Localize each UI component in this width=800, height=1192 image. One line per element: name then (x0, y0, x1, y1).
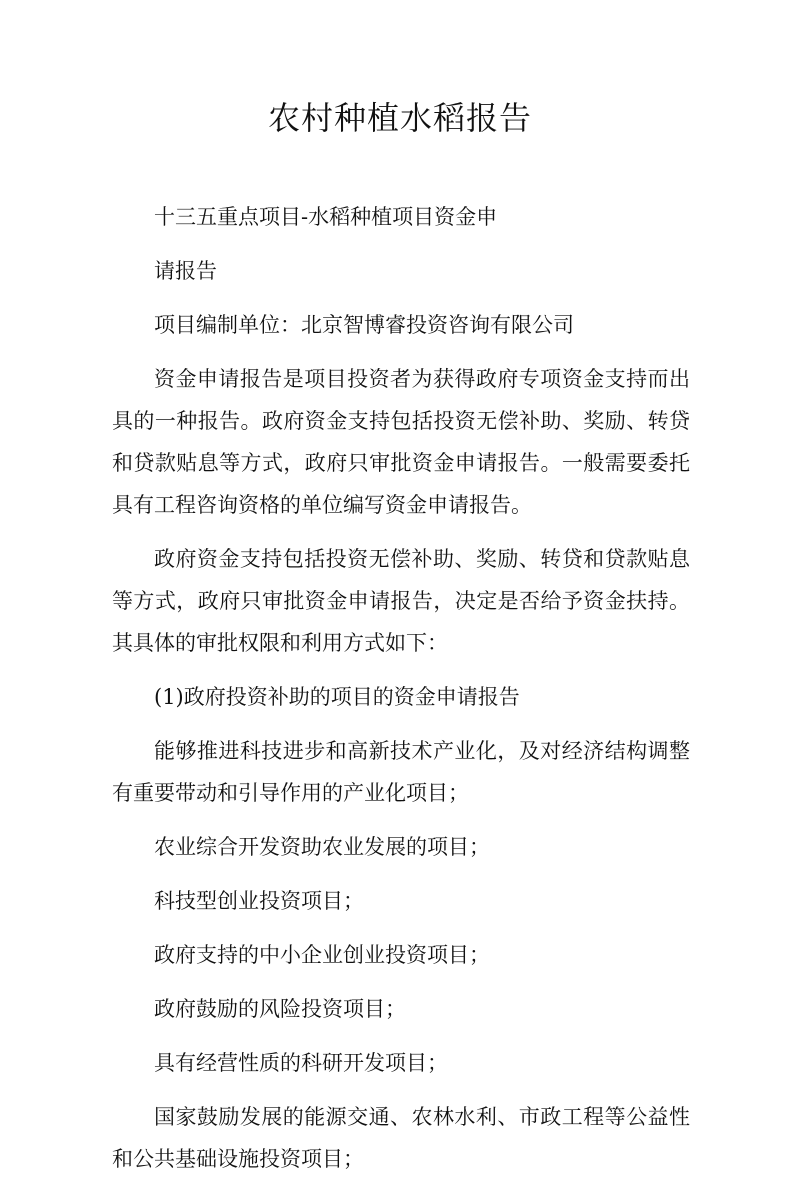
document-body (112, 196, 690, 1192)
paragraph: 具有经营性质的科研开发项目； (154, 1051, 448, 1075)
paragraph: (1)政府投资补助的项目的资金申请报告 (154, 685, 520, 709)
paragraph: 能够推进科技进步和高新技术产业化，及对经济结构调整有重要带动和引导作用的产业化项目； (112, 739, 690, 805)
paragraph: 请报告 (154, 259, 217, 283)
paragraph: 政府资金支持包括投资无偿补助、奖励、转贷和贷款贴息等方式，政府只审批资金申请报告，决定是否给予资金扶持。其具体的审批权限和利用方式如下： (112, 547, 690, 655)
paragraph: 科技型创业投资项目； (154, 889, 364, 913)
paragraph: 农业综合开发资助农业发展的项目； (154, 835, 490, 859)
document-title: 农村种植水稻报告 (267, 99, 532, 137)
paragraph: 十三五重点项目-水稻种植项目资金申 (154, 205, 498, 229)
paragraph: 政府鼓励的风险投资项目； (154, 997, 406, 1021)
paragraph: 政府支持的中小企业创业投资项目； (154, 943, 490, 967)
paragraph: 资金申请报告是项目投资者为获得政府专项资金支持而出具的一种报告。政府资金支持包括投资无偿补助、奖励、转贷和贷款贴息等方式，政府只审批资金申请报告。一般需要委托具有工程咨询资格的单位编写资金申请报告。 (112, 367, 690, 517)
paragraph: 国家鼓励发展的能源交通、农林水利、市政工程等公益性和公共基础设施投资项目； (112, 1105, 690, 1171)
paragraph: 项目编制单位：北京智博睿投资咨询有限公司 (154, 313, 574, 337)
